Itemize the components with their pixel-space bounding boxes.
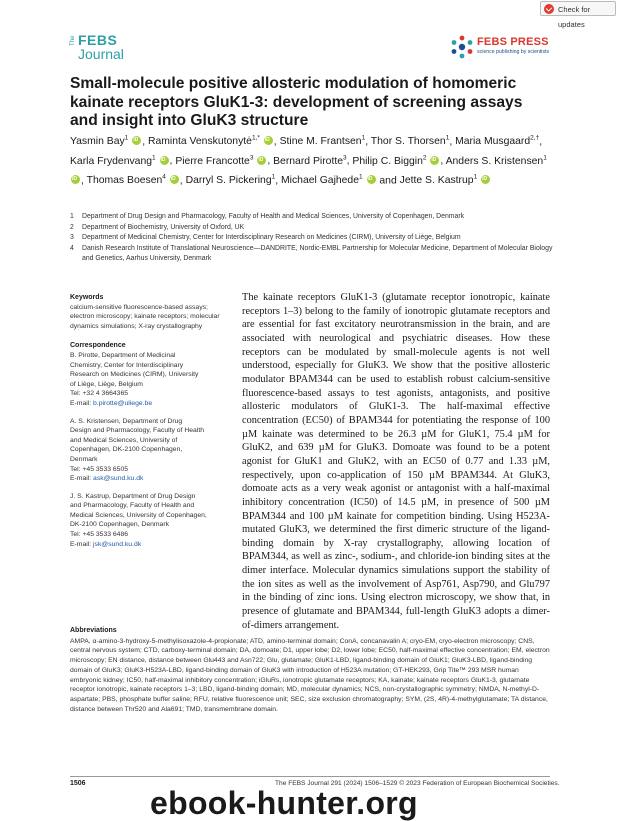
correspondence-entry bbox=[70, 351, 230, 409]
correspondence-line: Tel: +32 4 3664365 bbox=[70, 390, 129, 398]
abbreviations-text: AMPA, α-amino-3-hydroxy-5-methylisoxazole-4-propionate; ATD, amino-terminal domain; ConA, concanavalin A; cryo-EM, cryo-electron microscopy; CNS, central nervous system; CTD, carboxy-terminal domain; DA, domoate; D1, upper lobe; D2, lower lobe; EC50, half-maximal effective concentration; EM, electron microscopy; EN distance, distance between Glu443 and Asn722; Glu, glutamate; GluK1-LBD, ligand-binding domain of GluK1; GluK3-LBD, ligand-binding domain of GluK3; GluK3-H523A-LBD, ligand-binding domain of GluK3 with introduction of H523A mutation; GT-HEK293, Grip Tite™ 293 MSR human embryonic kidney; IC50, half-maximal inhibitory concentration; iGluRs, ionotropic glutamate receptors; KA, kainate; kainate receptors GluK1-3, glutamate receptor ionotropic, kainate receptors 1–3; LBD, ligand-binding domain; MD, molecular dynamics; NCS, non-crystallographic symmetry; NMDA, N-methyl-D-aspartate; PBS, phosphate buffer saline; RFU, relative fluorescence unit; SEC, size exclusion chromatography; SYM, (2S, 4R)-4-methylglutamate; TA distance, distance between Thr520 and Ala691; TMD, transmembrane domain. bbox=[70, 637, 550, 713]
author-affiliation-marker: 4 bbox=[162, 173, 166, 181]
author bbox=[186, 175, 276, 186]
orcid-icon[interactable] bbox=[367, 175, 376, 184]
author-name: Maria Musgaard bbox=[455, 136, 531, 148]
author-separator: , bbox=[449, 136, 456, 148]
correspondence-line: Design and Pharmacology, Faculty of Health bbox=[70, 427, 204, 435]
affiliation-item bbox=[70, 244, 560, 265]
author-affiliation-marker: 1 bbox=[271, 173, 276, 181]
author-separator: , bbox=[142, 136, 148, 148]
email-label: E-mail: bbox=[70, 475, 94, 483]
author-separator: , bbox=[273, 136, 280, 148]
author bbox=[371, 136, 450, 147]
correspondence-email-line bbox=[70, 399, 230, 409]
febs-press-tagline: science publishing by scientists bbox=[477, 49, 550, 55]
author-name: Philip C. Biggin bbox=[352, 155, 423, 167]
author-name: Jette S. Kastrup bbox=[399, 175, 474, 187]
author-affiliation-marker: 1 bbox=[361, 135, 366, 142]
author bbox=[280, 136, 366, 147]
author-affiliation-marker: 1 bbox=[445, 135, 450, 142]
orcid-icon[interactable] bbox=[257, 156, 266, 165]
orcid-icon[interactable] bbox=[481, 175, 490, 184]
journal-logo-febs: FEBS bbox=[78, 32, 118, 48]
author-affiliation-marker: 2 bbox=[422, 154, 427, 162]
affiliation-item bbox=[70, 223, 560, 234]
correspondence-block bbox=[70, 341, 230, 549]
affiliation-number: 1 bbox=[70, 213, 74, 220]
correspondence-heading: Correspondence bbox=[70, 342, 126, 350]
author-affiliation-marker: 3 bbox=[249, 154, 254, 162]
author-name: Anders S. Kristensen bbox=[445, 155, 544, 167]
author-separator: , bbox=[346, 155, 353, 167]
email-label: E-mail: bbox=[70, 540, 94, 548]
journal-logo-journal: Journal bbox=[78, 46, 124, 62]
email-link[interactable]: b.pirotte@uliege.be bbox=[93, 399, 153, 407]
affiliation-text: Department of Medicinal Chemistry, Center for Interdisciplinary Research on Medicines (CIRM), University of Liège, Belgium bbox=[82, 234, 461, 241]
check-updates-icon bbox=[544, 4, 554, 14]
journal-logo-the: The bbox=[70, 35, 76, 46]
correspondence-entry bbox=[70, 492, 230, 550]
correspondence-line: Medical Sciences, University of Copenhagen, bbox=[70, 511, 207, 519]
affiliation-text: Department of Biochemistry, University of Oxford, UK bbox=[82, 223, 245, 231]
author-separator: , bbox=[267, 155, 274, 167]
email-link[interactable]: jsk@sund.ku.dk bbox=[93, 540, 142, 548]
author bbox=[70, 136, 142, 147]
correspondence-line: A. S. Kristensen, Department of Drug bbox=[70, 417, 183, 425]
febs-press-name: FEBS PRESS bbox=[477, 36, 549, 48]
correspondence-line: Tel: +45 3533 6486 bbox=[70, 531, 129, 539]
correspondence-line: and Pharmacology, Faculty of Health and bbox=[70, 502, 195, 510]
author-affiliation-marker: 1 bbox=[152, 154, 156, 162]
journal-citation: The FEBS Journal 291 (2024) 1506–1529 © 2023 Federation of European Biochemical Societies. bbox=[275, 780, 560, 787]
author-list bbox=[70, 131, 560, 189]
author-name: Yasmin Bay bbox=[70, 136, 125, 148]
author-affiliation-marker: 1 bbox=[359, 173, 363, 181]
author-name: Pierre Francotte bbox=[175, 155, 250, 167]
author-separator: , bbox=[440, 155, 446, 167]
watermark: ebook-hunter.org bbox=[150, 785, 418, 821]
author-separator: , bbox=[169, 155, 176, 167]
author-name: Raminta Venskutonytė bbox=[147, 136, 252, 148]
author-affiliation-marker: 1 bbox=[473, 173, 478, 181]
author-separator: , bbox=[81, 175, 87, 187]
keywords-block bbox=[70, 293, 230, 331]
author-name: Stine M. Frantsen bbox=[279, 136, 362, 148]
author-separator: and bbox=[376, 175, 400, 187]
keywords-text: calcium-sensitive fluorescence-based assays; electron microscopy; kainate receptors; molecular dynamics simulations; X-ray crystallography bbox=[70, 303, 220, 330]
correspondence-line: J. S. Kastrup, Department of Drug Design bbox=[70, 492, 196, 500]
orcid-icon[interactable] bbox=[160, 156, 169, 165]
author-name: Thomas Boesen bbox=[86, 175, 163, 187]
orcid-icon[interactable] bbox=[71, 175, 80, 184]
author-name: Michael Gajhede bbox=[281, 175, 359, 187]
correspondence-email-line bbox=[70, 540, 230, 550]
email-link[interactable]: ask@sund.ku.dk bbox=[93, 475, 144, 483]
affiliation-item bbox=[70, 233, 560, 244]
correspondence-entry bbox=[70, 417, 230, 484]
author-affiliation-marker: 1 bbox=[124, 135, 129, 142]
affiliations bbox=[70, 212, 560, 265]
affiliation-text: Danish Research Institute of Translational Neuroscience—DANDRITE, Nordic-EMBL Partnership for Molecular Medicine, Department of Molecular Biology and Genetics, Aarhus University, Denmark bbox=[82, 244, 553, 262]
author-name: Thor S. Thorsen bbox=[370, 136, 446, 148]
author bbox=[281, 175, 377, 186]
check-for-updates-button[interactable] bbox=[540, 1, 616, 29]
author-name: Darryl S. Pickering bbox=[185, 175, 272, 187]
correspondence-entries bbox=[70, 351, 230, 549]
author bbox=[400, 175, 491, 186]
abstract-text: The kainate receptors GluK1-3 (glutamate receptor ionotropic, kainate receptors 1–3) belong to the family of ionotropic glutamate receptors and are essential for fast excitatory neurotransmission in the brain, and are associated with neurological and psychiatric diseases. How these receptors can be modulated by small-molecule agents is not well understood, especially for GluK3. We show that the positive allosteric modulator BPAM344 can be used to establish robust calcium-sensitive fluorescence-based assays to test agonists, antagonists, and positive allosteric modulators of GluK1-3. The half-maximal effective concentration (EC50) of BPAM344 for potentiating the response of 100 µM kainate was determined to be 26.3 µM for GluK1, 75.4 µM for GluK2, and 639 µM for GluK3. Domoate was found to be a potent agonist for GluK1 and GluK2, with an EC50 of 0.77 and 1.33 µM, respectively, upon co-application of 150 µM BPAM344. At GluK3, domoate acts as a very weak agonist or antagonist with a half-maximal inhibitory concentration (IC50) of 14.5 µM, in presence of 500 µM BPAM344 and 100 µM kainate for competition binding. Using H523A-mutated GluK3, we determined the first dimeric structure of the ligand-binding domain by X-ray crystallography, allowing location of BPAM344, as well as zinc-, sodium-, and chloride-ion binding sites at the dimer interface. Molecular dynamics simulations support the stability of the ion sites as well as the involvement of Asp761, Asp790, and Glu797 in the binding of zinc ions. Using electron microscopy, we show that, in presence of glutamate and BPAM344, full-length GluK3 adopts a dimer-of-dimers arrangement. bbox=[242, 292, 550, 631]
sidebar bbox=[70, 293, 230, 559]
correspondence-line: Research on Medicines (CIRM), University bbox=[70, 371, 199, 379]
correspondence-line: DK-2100 Copenhagen, Denmark bbox=[70, 521, 169, 529]
febs-press-logo bbox=[449, 33, 559, 65]
correspondence-line: Copenhagen, DK-2100 Copenhagen, bbox=[70, 446, 183, 454]
email-label: E-mail: bbox=[70, 399, 94, 407]
author bbox=[70, 156, 170, 167]
affiliation-number: 3 bbox=[70, 234, 74, 241]
author bbox=[455, 136, 539, 147]
affiliation-text: Department of Drug Design and Pharmacology, Faculty of Health and Medical Sciences, University of Copenhagen, Denmark bbox=[82, 213, 465, 220]
abbreviations-heading: Abbreviations bbox=[70, 627, 117, 634]
orcid-icon[interactable] bbox=[170, 175, 179, 184]
article-title: Small-molecule positive allosteric modulation of homomeric kainate receptors GluK1-3: development of screening assays and insight into GluK3 structure bbox=[70, 75, 523, 129]
author-name: Bernard Pirotte bbox=[273, 155, 343, 167]
page-number: 1506 bbox=[70, 780, 86, 787]
affiliation-number: 4 bbox=[70, 244, 74, 252]
correspondence-line: B. Pirotte, Department of Medicinal bbox=[70, 351, 176, 359]
orcid-icon[interactable] bbox=[264, 136, 273, 145]
author bbox=[175, 156, 267, 167]
author-separator: , bbox=[539, 136, 543, 148]
correspondence-line: Tel: +45 3533 6505 bbox=[70, 465, 129, 473]
keywords-heading: Keywords bbox=[70, 294, 104, 301]
abbreviations-block bbox=[70, 626, 550, 714]
orcid-icon[interactable] bbox=[430, 156, 439, 165]
author bbox=[273, 156, 347, 167]
febs-press-dots-icon bbox=[449, 34, 475, 60]
journal-logo bbox=[70, 31, 150, 65]
author-affiliation-marker: 2,† bbox=[530, 135, 540, 142]
author bbox=[87, 175, 180, 186]
author bbox=[352, 156, 440, 167]
author-affiliation-marker: 3 bbox=[343, 154, 347, 162]
correspondence-line: Chemistry, Center for Interdisciplinary bbox=[70, 361, 184, 369]
correspondence-line: of Liège, Liège, Belgium bbox=[70, 380, 143, 388]
author-separator: , bbox=[365, 136, 371, 148]
footer-divider bbox=[70, 776, 550, 777]
author-separator: , bbox=[179, 175, 186, 187]
correspondence-email-line bbox=[70, 474, 230, 484]
affiliation-number: 2 bbox=[70, 223, 74, 231]
correspondence-line: and Medical Sciences, University of bbox=[70, 436, 178, 444]
author bbox=[148, 136, 274, 147]
author-name: Karla Frydenvang bbox=[70, 155, 153, 167]
check-updates-label: Check for updates bbox=[558, 5, 591, 29]
orcid-icon[interactable] bbox=[132, 136, 141, 145]
affiliation-item bbox=[70, 212, 560, 223]
author-affiliation-marker: 1,* bbox=[251, 135, 260, 142]
correspondence-line: Denmark bbox=[70, 455, 98, 463]
author-affiliation-marker: 1 bbox=[543, 154, 547, 162]
author-separator: , bbox=[275, 175, 282, 187]
